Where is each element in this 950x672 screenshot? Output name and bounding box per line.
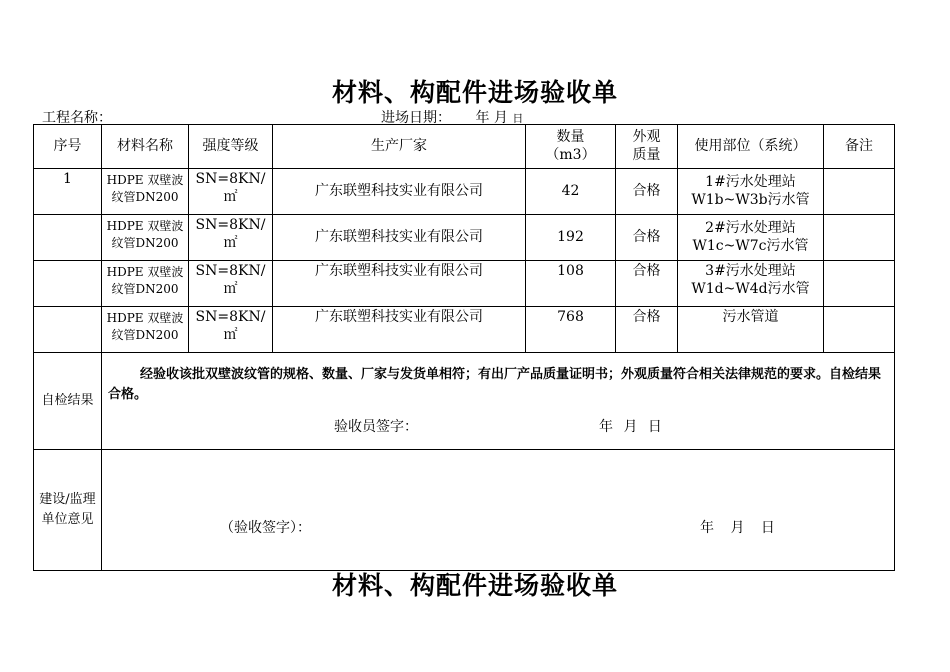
cell-name: HDPE 双壁波纹管DN200 [106, 311, 184, 342]
cell-quality: 合格 [616, 169, 678, 215]
cell-grade: SN=8KN/㎡ [189, 215, 273, 261]
cell-grade: SN=8KN/㎡ [189, 307, 273, 353]
cell-remark [824, 307, 895, 353]
cell-location: 2#污水处理站 W1c~W7c污水管 [678, 215, 824, 261]
cell-maker: 广东联塑科技实业有限公司 [273, 307, 526, 353]
cell-grade: SN=8KN/㎡ [189, 261, 273, 307]
cell-location: 1#污水处理站 W1b~W3b污水管 [678, 169, 824, 215]
header-grade: 强度等级 [189, 125, 273, 169]
cell-maker: 广东联塑科技实业有限公司 [273, 261, 526, 307]
supervision-row [34, 450, 895, 571]
header-name: 材料名称 [102, 125, 189, 169]
cell-quality: 合格 [616, 215, 678, 261]
self-check-row [34, 353, 895, 450]
cell-name: HDPE 双壁波纹管DN200 [106, 219, 184, 250]
document-title-repeat: 材料、构配件进场验收单 [331, 571, 618, 600]
cell-grade: SN=8KN/㎡ [189, 169, 273, 215]
project-name-label: 工程名称： [42, 110, 112, 126]
header-remark: 备注 [824, 125, 895, 169]
cell-no [34, 307, 102, 353]
cell-remark [824, 169, 895, 215]
cell-remark [824, 215, 895, 261]
entry-date-label: 进场日期： [381, 110, 451, 126]
supervision-content [102, 450, 895, 571]
self-check-text: 经验收该批双壁波纹管的规格、数量、厂家与发货单相符；有出厂产品质量证明书；外观质量符合相关法律规范的要求。自检结果合格。 [108, 367, 882, 402]
header-maker: 生产厂家 [273, 125, 526, 169]
cell-qty: 108 [526, 261, 616, 307]
supervision-label: 建设/监理单位意见 [34, 450, 102, 571]
table-row [34, 215, 895, 261]
cell-qty: 42 [526, 169, 616, 215]
cell-qty: 192 [526, 215, 616, 261]
cell-quality: 合格 [616, 307, 678, 353]
cell-no: 1 [34, 169, 102, 215]
header-qty: 数量（m3） [526, 125, 616, 169]
header-quality: 外观质量 [616, 125, 678, 169]
table-row [34, 261, 895, 307]
self-check-label: 自检结果 [34, 353, 102, 450]
cell-maker: 广东联塑科技实业有限公司 [273, 169, 526, 215]
cell-name: HDPE 双壁波纹管DN200 [106, 173, 184, 204]
table-row [34, 307, 895, 353]
cell-no [34, 261, 102, 307]
table-header-row [34, 125, 895, 169]
acceptance-table [33, 124, 895, 571]
self-check-content [102, 353, 895, 450]
document-title: 材料、构配件进场验收单 [331, 78, 618, 107]
cell-location: 3#污水处理站 W1d~W4d污水管 [678, 261, 824, 307]
entry-date-ym: 年 月 [475, 110, 508, 126]
cell-remark [824, 261, 895, 307]
cell-no [34, 215, 102, 261]
cell-maker: 广东联塑科技实业有限公司 [273, 215, 526, 261]
header-location: 使用部位（系统） [678, 125, 824, 169]
cell-location: 污水管道 [678, 307, 824, 353]
cell-name: HDPE 双壁波纹管DN200 [106, 265, 184, 296]
inspector-signature-date: 年 月 日 [599, 419, 662, 435]
inspector-signature-label: 验收员签字： [334, 419, 418, 435]
supervision-signature-date: 年 月 日 [700, 520, 775, 536]
entry-date-day: 日 [512, 112, 524, 125]
header-no: 序号 [34, 125, 102, 169]
table-row [34, 169, 895, 215]
cell-qty: 768 [526, 307, 616, 353]
supervision-signature-label: （验收签字）： [220, 520, 311, 536]
cell-quality: 合格 [616, 261, 678, 307]
